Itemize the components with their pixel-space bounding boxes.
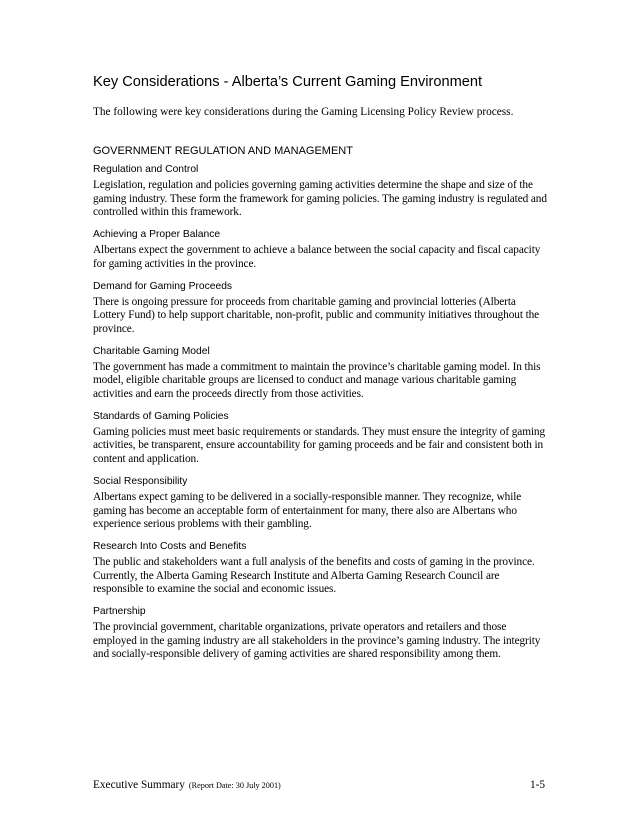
consideration-heading: Research Into Costs and Benefits: [93, 540, 247, 552]
consideration-item: [93, 164, 548, 220]
consideration-item: [93, 476, 548, 532]
footer-report-date: (Report Date: 30 July 2001): [188, 781, 281, 790]
consideration-body: Gaming policies must meet basic requirements or standards. They must ensure the integrity of gaming activities, be transparent, ensure accountability for gaming proceeds and be fair and consistent both in content and application.: [93, 425, 546, 466]
page-title: Key Considerations - Alberta’s Current Gaming Environment: [93, 74, 483, 90]
intro-paragraph: The following were key considerations during the Gaming Licensing Policy Review process.: [93, 106, 514, 118]
page-footer: [93, 775, 545, 793]
consideration-body: Legislation, regulation and policies governing gaming activities determine the shape and size of the gaming industry. These form the framework for gaming policies. The gaming industry is regulated and controlled within this framework.: [93, 179, 547, 219]
page-number: 1-5: [529, 779, 545, 791]
document-page: [93, 73, 548, 671]
consideration-heading: Regulation and Control: [93, 164, 199, 175]
consideration-body: Albertans expect gaming to be delivered in a socially-responsible manner. They recognize, while gaming has become an acceptable form of entertainment for many, there also are Albertans who experience serious problems with their gambling.: [93, 490, 522, 531]
footer-label: Executive Summary: [93, 779, 185, 791]
consideration-item: [93, 346, 548, 402]
consideration-heading: Demand for Gaming Proceeds: [93, 280, 233, 292]
consideration-heading: Partnership: [93, 606, 146, 618]
consideration-heading: Charitable Gaming Model: [93, 345, 210, 357]
consideration-item: [93, 229, 548, 271]
consideration-body: The public and stakeholders want a full analysis of the benefits and costs of gaming in the province. Currently, the Alberta Gaming Research Institute and Alberta Gaming Research Council are responsible to examine the social and economic issues.: [93, 555, 535, 596]
consideration-item: [93, 541, 548, 597]
section-heading: GOVERNMENT REGULATION AND MANAGEMENT: [93, 145, 353, 157]
consideration-body: The government has made a commitment to maintain the province’s charitable gaming model. In this model, eligible charitable groups are licensed to conduct and manage various charitable gaming activities and earn the proceeds directly from those activities.: [93, 360, 541, 401]
consideration-body: Albertans expect the government to achieve a balance between the social capacity and fiscal capacity for gaming activities in the province.: [93, 244, 541, 270]
consideration-item: [93, 281, 548, 337]
consideration-body: The provincial government, charitable organizations, private operators and retailers and those employed in the gaming industry are all stakeholders in the province’s gaming industry. The integrity and socially-responsible delivery of gaming activities are shared responsibility among them.: [93, 621, 541, 661]
footer-left: [93, 775, 281, 793]
consideration-item: [93, 606, 548, 662]
consideration-item: [93, 411, 548, 467]
consideration-heading: Social Responsibility: [93, 475, 188, 487]
consideration-body: There is ongoing pressure for proceeds from charitable gaming and provincial lotteries (Alberta Lottery Fund) to help support charitable, non-profit, public and community initiatives throughout the province.: [93, 295, 540, 335]
consideration-heading: Standards of Gaming Policies: [93, 410, 229, 422]
consideration-heading: Achieving a Proper Balance: [93, 229, 221, 241]
